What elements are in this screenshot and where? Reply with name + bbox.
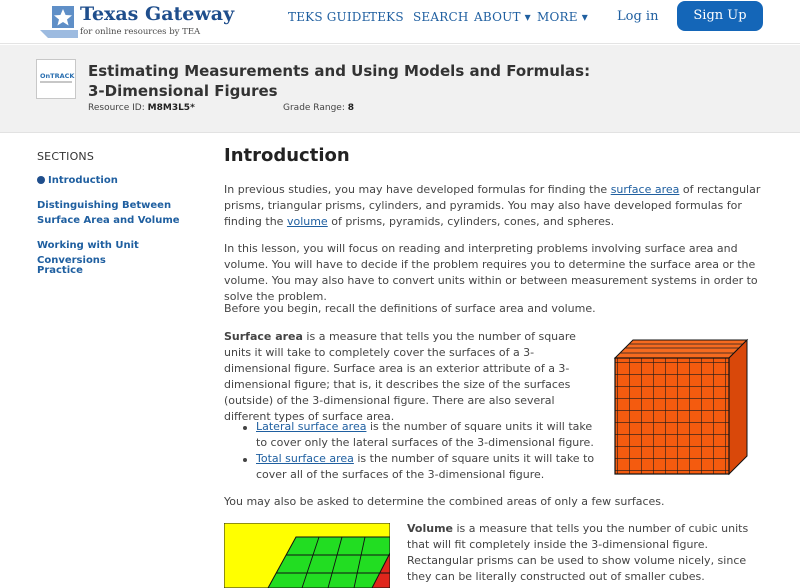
- nav-teks[interactable]: TEKS: [369, 10, 404, 24]
- texas-gateway-logo[interactable]: [38, 2, 235, 40]
- sidebar-item-distinguishing[interactable]: Distinguishing Between Surface Area and Volume: [37, 200, 180, 226]
- sidebar-item-practice[interactable]: Practice: [37, 265, 83, 276]
- surface-area-definition: [224, 329, 594, 425]
- total-surface-area-link[interactable]: Total surface area: [256, 452, 354, 465]
- active-section-dot-icon: [37, 176, 45, 184]
- page-title: Introduction: [224, 145, 350, 166]
- green-prism-illustration: [224, 523, 390, 588]
- intro-paragraph-3: Before you begin, recall the definitions of surface area and volume.: [224, 302, 596, 315]
- ontrack-badge: [36, 59, 76, 99]
- volume-link[interactable]: volume: [286, 215, 328, 228]
- nav-about-dropdown[interactable]: ABOUT ▾: [474, 10, 531, 24]
- ontrack-badge-label: OnTRACK: [40, 72, 75, 80]
- volume-term: Volume: [407, 522, 453, 535]
- list-item-total: [256, 451, 606, 483]
- intro-paragraph-1: [224, 182, 764, 230]
- resource-title: Estimating Measurements and Using Models and Formulas: 3-Dimensional Figures: [88, 62, 591, 100]
- resource-header: [0, 45, 800, 133]
- intro-paragraph-4: You may also be asked to determine the combined areas of only a few surfaces.: [224, 495, 665, 508]
- resource-id-value: M8M3L5*: [147, 103, 195, 113]
- intro-text: In previous studies, you may have developed formulas for finding the: [224, 183, 611, 196]
- intro-paragraph-2: In this lesson, you will focus on reading and interpreting problems involving surface area and volume. You will have to decide if the problem requires you to determine the surface area or the volume. You may also have to convert units within or between measurement systems in order to solve the problem.: [224, 242, 758, 303]
- sidebar-item-introduction[interactable]: Introduction: [48, 175, 118, 186]
- surface-area-term: Surface area: [224, 330, 303, 343]
- surface-area-text: is a measure that tells you the number of square units it will take to completely cover the surfaces of a 3-dimensional figure. Surface area is an exterior attribute of a 3-dimensional figure; that is, it describes the size of the surfaces (outside) of the 3-dimensional figure. There are also several different types of surface area.: [224, 330, 576, 423]
- surface-area-link[interactable]: surface area: [610, 183, 680, 196]
- signup-button[interactable]: Sign Up: [677, 1, 763, 31]
- grade-range-value: 8: [347, 103, 354, 113]
- sections-heading: SECTIONS: [37, 150, 95, 163]
- sidebar-item-unit-conversions[interactable]: Working with Unit Conversions: [37, 240, 139, 266]
- volume-definition: [407, 521, 767, 585]
- grade-range: [283, 103, 354, 113]
- resource-id-label: Resource ID:: [88, 103, 145, 113]
- total-text: is the number of square units it will take to cover all of the surfaces of the 3-dimensional figure.: [256, 452, 595, 481]
- star-logo-icon: [38, 4, 78, 38]
- nav-teks-guide[interactable]: TEKS GUIDE: [288, 10, 371, 24]
- grade-range-label: Grade Range:: [283, 103, 345, 113]
- intro-text: of rectangular prisms, triangular prisms, cylinders, and pyramids. You may also have developed formulas for finding the: [224, 183, 761, 228]
- volume-text: is a measure that tells you the number of cubic units that will fit completely inside the 3-dimensional figure. Rectangular prisms can be used to show volume nicely, since they can be literally constructed out of smaller cubes.: [407, 522, 749, 583]
- resource-id: [88, 103, 195, 113]
- logo-title: Texas Gateway: [80, 3, 235, 25]
- top-navigation-bar: [0, 0, 800, 44]
- lateral-text: is the number of square units it will take to cover only the lateral surfaces of the 3-dimensional figure.: [256, 420, 594, 449]
- nav-search[interactable]: SEARCH: [413, 10, 469, 24]
- list-item-lateral: [256, 419, 606, 451]
- orange-cube-illustration: [605, 338, 753, 478]
- nav-more-dropdown[interactable]: MORE ▾: [537, 10, 588, 24]
- bullet-icon: [243, 458, 247, 462]
- divider: [40, 81, 72, 83]
- intro-text: of prisms, pyramids, cylinders, cones, and spheres.: [327, 215, 615, 228]
- logo-subtitle: for online resources by TEA: [80, 27, 201, 37]
- lateral-surface-area-link[interactable]: Lateral surface area: [256, 420, 367, 433]
- bullet-icon: [243, 426, 247, 430]
- login-link[interactable]: Log in: [617, 9, 659, 24]
